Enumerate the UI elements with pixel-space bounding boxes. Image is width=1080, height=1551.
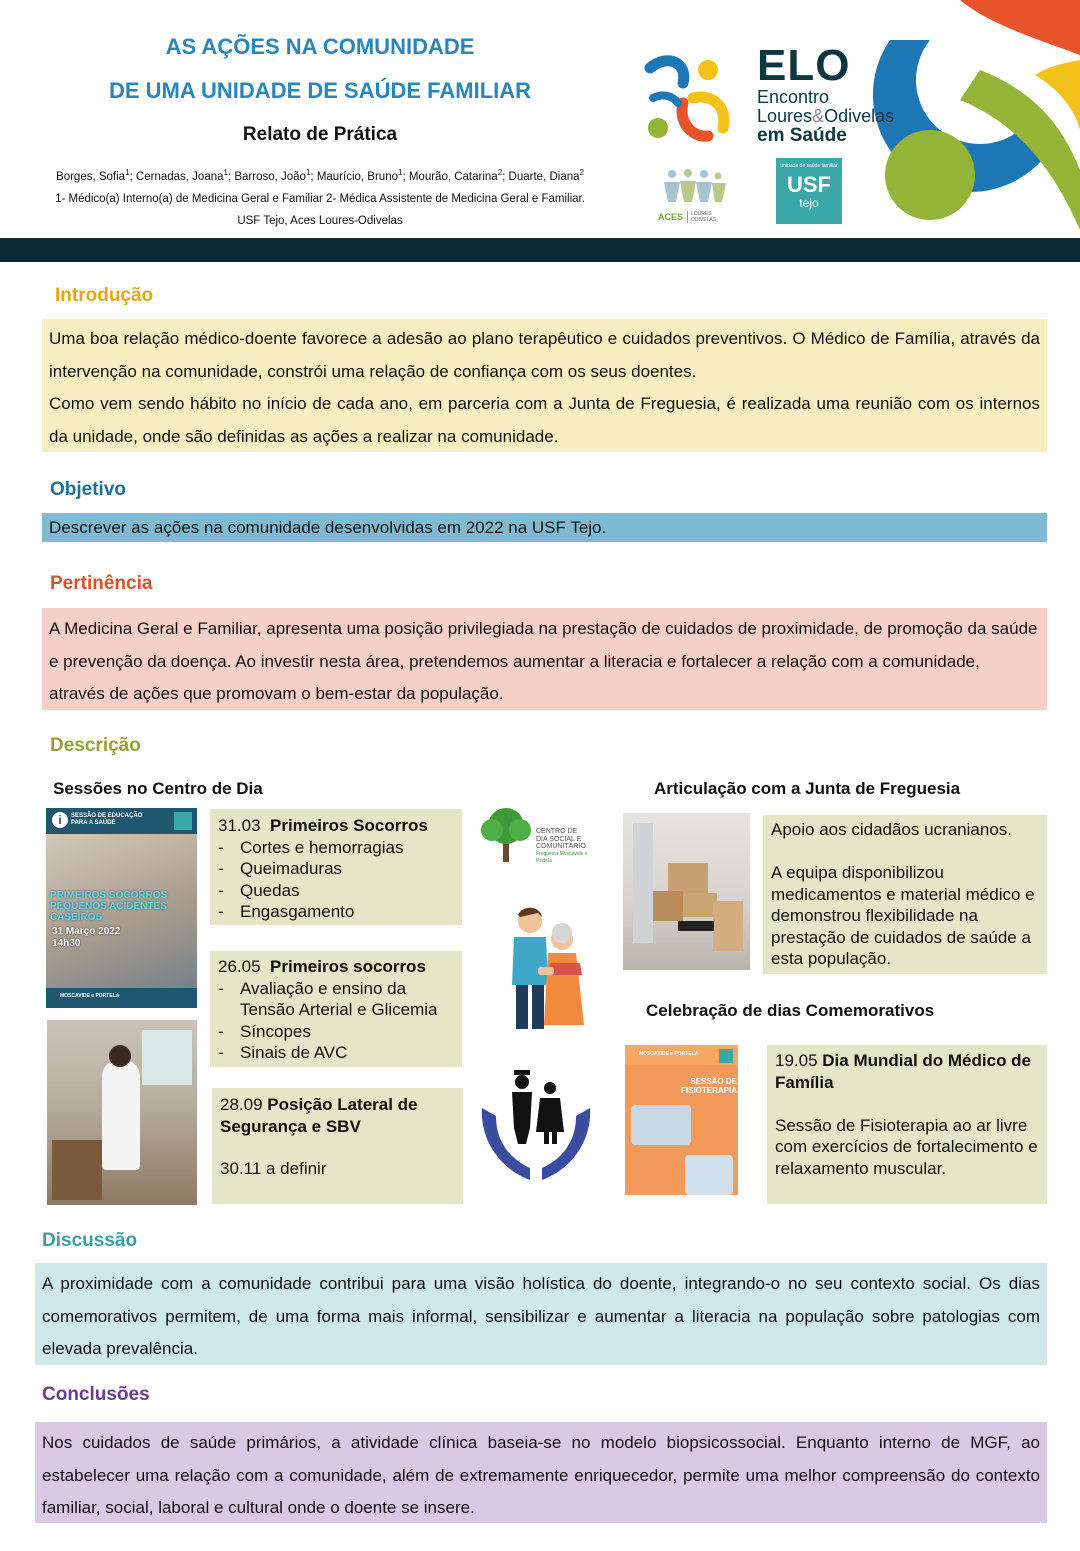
introducao-paragraph-2: Como vem sendo hábito no início de cada ano, em parceria com a Junta de Freguesia, é realizada uma reunião com os internos da unidade, onde são definidas as ações a realizar na comunidade. xyxy=(49,394,1040,446)
usf-tejo-logo: unidade de saúde familiar USF tejo xyxy=(776,158,842,224)
elo-line2: Loures&Odivelas xyxy=(757,106,895,126)
author: Mourão, Catarina xyxy=(408,170,498,183)
pertinencia-box: A Medicina Geral e Familiar, apresenta uma posição privilegiada na prestação de cuidados de proximidade, de promoção da saúde e prevenção da doença. Ao investir nesta área, pretendemos aumentar a literacia e fortalecer a relação com a comunidade, através de ações que promovam o bem-estar da população. xyxy=(42,608,1047,710)
elo-logo-text: ELO Encontro Loures&Odivelas em Saúde xyxy=(757,41,895,146)
donation-boxes-photo xyxy=(623,813,750,970)
section-title-pertinencia: Pertinência xyxy=(50,573,153,594)
poster-subtitle: Relato de Prática xyxy=(242,124,398,145)
poster-header xyxy=(0,0,1080,238)
header-divider-bar xyxy=(0,238,1080,262)
affiliations: 1- Médico(a) Interno(a) de Medicina Geral e Familiar 2- Médica Assistente de Medicina Geral e Familiar. xyxy=(55,192,585,205)
junta-text-box: Apoio aos cidadãos ucranianos. A equipa disponibilizou medicamentos e material médico e demonstrou flexibilidade na prestação de cuidados de saúde a esta população. xyxy=(763,815,1047,974)
introducao-paragraph-1: Uma boa relação médico-doente favorece a adesão ao plano terapêutico e cuidados preventivos. O Médico de Família, através da intervenção na comunidade, constrói uma relação de confiança com os seus doentes. xyxy=(49,329,1040,381)
aces-logo: ACES LOURES ODIVELAS xyxy=(658,168,732,220)
author: Barroso, João xyxy=(234,170,306,183)
info-icon: i xyxy=(52,812,68,828)
centro-dia-logo: CENTRO DE DIA SOCIAL E COMUNITÁRIO Freguesia Moscavide e Portela xyxy=(478,804,602,864)
list-item: - Cortes e hemorragias xyxy=(218,837,404,857)
doctor-elderly-illustration xyxy=(498,905,590,1037)
section-title-objetivo: Objetivo xyxy=(50,479,127,500)
section-title-descricao: Descrição xyxy=(50,735,141,756)
list-item: - Queimaduras xyxy=(218,859,343,878)
introducao-box xyxy=(42,319,1047,452)
author: Maurício, Bruno xyxy=(316,170,398,183)
section-title-conclusoes: Conclusões xyxy=(42,1384,150,1405)
institution: USF Tejo, Aces Loures-Odivelas xyxy=(237,214,403,227)
poster-title-line2: DE UMA UNIDADE DE SAÚDE FAMILIAR xyxy=(108,78,532,103)
list-item: - Quedas xyxy=(218,880,300,900)
list-item: - Avaliação e ensino da Tensão Arterial e Glicemia xyxy=(218,978,438,1019)
session-item-26-05: 26.05 Primeiros socorros - Avaliação e ensino da Tensão Arterial e Glicemia - Síncopes - Sinais de AVC xyxy=(210,951,462,1067)
tree-icon xyxy=(478,804,534,864)
session-item-31-03: 31.03 Primeiros Socorros - Cortes e hemorragias - Queimaduras - Quedas - Engasgamento xyxy=(210,809,462,925)
discussao-box: A proximidade com a comunidade contribui para uma visão holística do doente, integrando-o no seu contexto social. Os dias comemorativos permitem, de uma forma mais informal, sensibilizar e aumentar a literacia na população sobre patologias com elevada prevalência. xyxy=(35,1263,1047,1365)
section-title-discussao: Discussão xyxy=(42,1230,138,1251)
poster-title-line1: AS AÇÕES NA COMUNIDADE xyxy=(165,34,475,59)
centro-dia-title: Sessões no Centro de Dia xyxy=(53,779,263,798)
primeiros-socorros-poster-image: i SESSÃO DE EDUCAÇÃO PARA A SAÚDE PRIMEIROS SOCORROS PEQUENOS ACIDENTES CASEIROS 31 Março 2022 14h30 MOSCAVIDE e PORTELA xyxy=(46,808,197,1008)
author-list: Borges, Sofia$^1$; Cernadas, Joana$^1$; Barroso, João$^1$; Maurício, Bruno$^1$; Mourão, Catarina$^2$; Duarte, Diana$^2$ xyxy=(56,168,584,183)
list-item: - Síncopes xyxy=(218,1021,311,1041)
session-item-28-09: 28.09 Posição Lateral de Segurança e SBV 30.11 a definir xyxy=(212,1088,463,1204)
care-hands-icon xyxy=(478,1068,594,1192)
authors-block xyxy=(30,162,610,232)
list-item: - Engasgamento xyxy=(218,902,355,921)
elo-logo-mark xyxy=(638,48,738,148)
fisioterapia-poster-image: MOSCAVIDE e PORTELA SESSÃO DE FISIOTERAPIA xyxy=(625,1045,738,1205)
celebracao-text-box: 19.05 Dia Mundial do Médico de Família Sessão de Fisioterapia ao ar livre com exercícios de fortalecimento e relaxamento muscular. xyxy=(767,1045,1047,1204)
author: Cernadas, Joana xyxy=(135,170,224,183)
celebracao-title: Celebração de dias Comemorativos xyxy=(646,1001,935,1020)
section-title-introducao: Introdução xyxy=(55,285,154,306)
list-item: - Sinais de AVC xyxy=(218,1043,348,1062)
objetivo-box: Descrever as ações na comunidade desenvolvidas em 2022 na USF Tejo. xyxy=(42,513,1047,542)
elo-line1: Encontro xyxy=(757,87,830,107)
elo-line3: em Saúde xyxy=(757,125,847,146)
junta-title: Articulação com a Junta de Freguesia xyxy=(654,779,961,798)
author: Duarte, Diana xyxy=(508,170,580,183)
author: Borges, Sofia xyxy=(56,170,126,183)
conclusoes-box: Nos cuidados de saúde primários, a atividade clínica baseia-se no modelo biopsicossocial. Enquanto interno de MGF, ao estabelecer uma relação com a comunidade, além de extremamente enriquecedor, permite uma melhor compreensão do contexto familiar, social, laboral e cultural onde o doente se insere. xyxy=(35,1422,1047,1523)
centro-dia-session-photo xyxy=(47,1020,197,1205)
